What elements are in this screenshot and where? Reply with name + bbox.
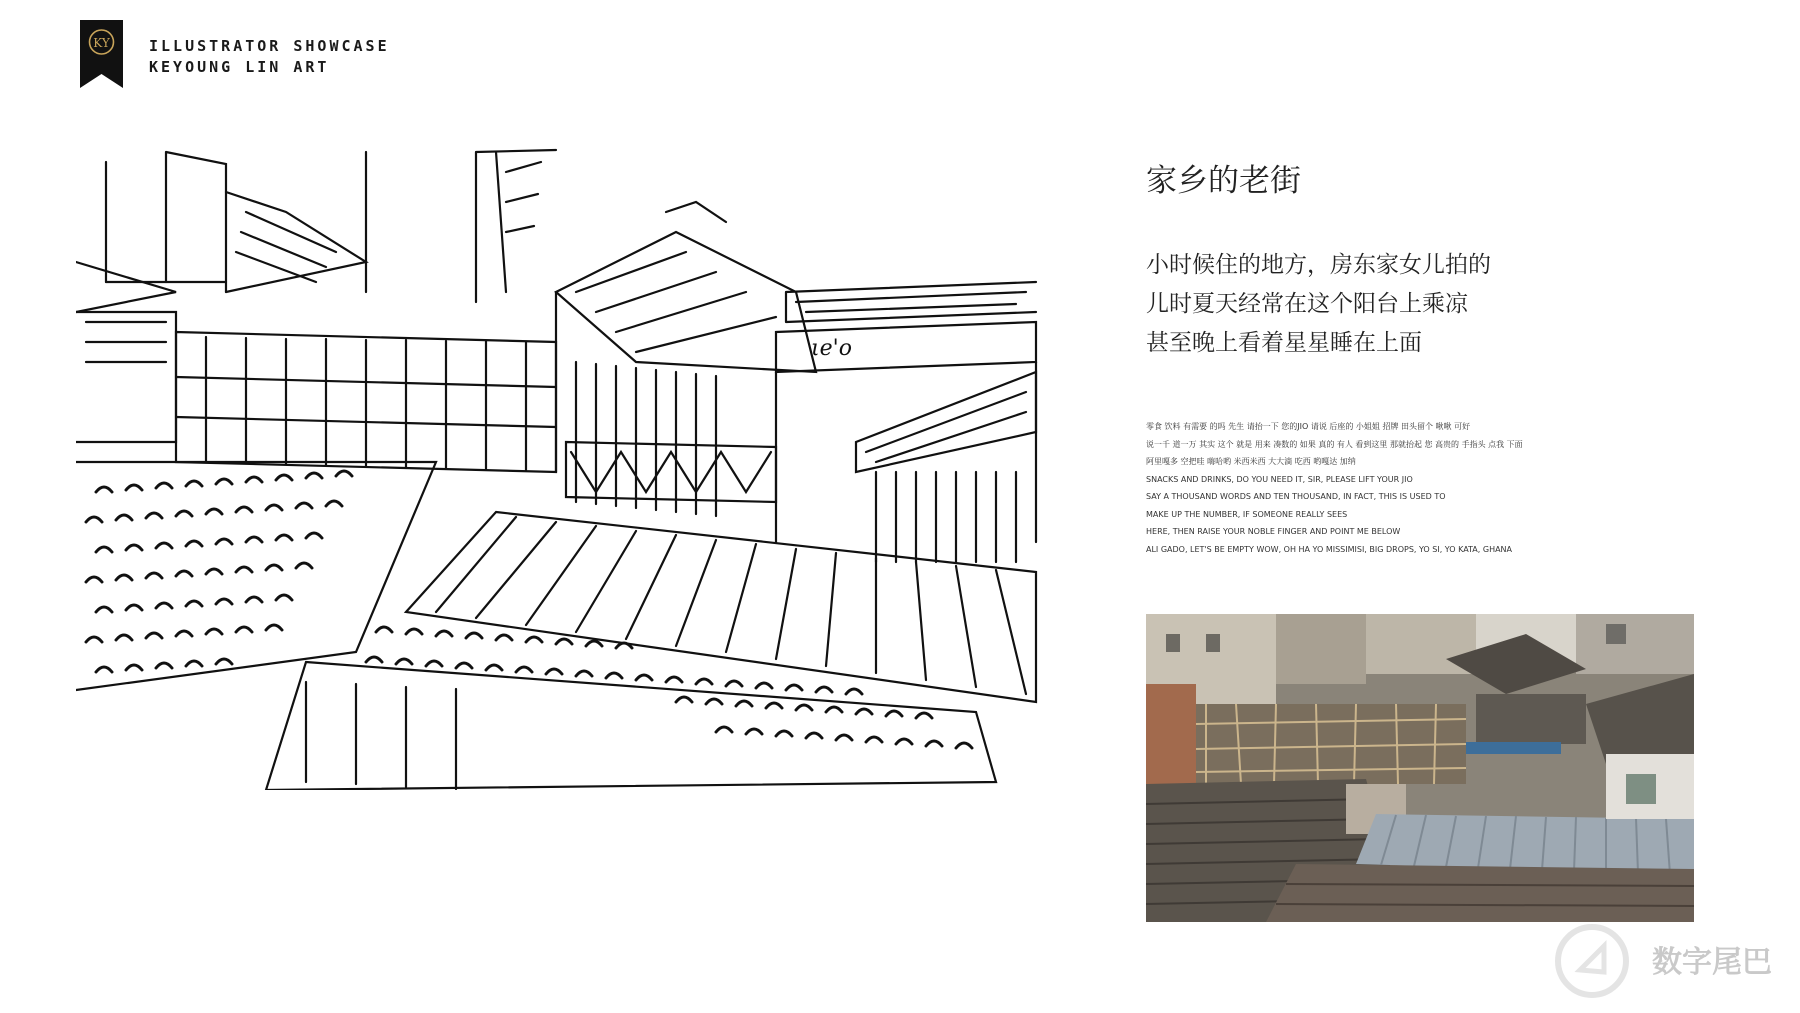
filler-line: 说一千 道一万 其实 这个 就是 用来 凑数的 如果 真的 有人 看到这里 那就抬起 您 高贵的 手指头 点我 下面	[1146, 439, 1523, 449]
reference-photo	[1146, 614, 1694, 922]
watermark-text: 数字尾巴	[1652, 945, 1772, 980]
sketch-sign-text: ιe'o	[811, 336, 852, 361]
rooftop-ink-sketch	[76, 142, 1038, 790]
filler-line: ALI GADO, LET'S BE EMPTY WOW, OH HA YO MISSIMISI, BIG DROPS, YO SI, YO KATA, GHANA	[1146, 544, 1513, 554]
poem-line: 儿时夏天经常在这个阳台上乘凉	[1146, 291, 1468, 317]
brand-line-2: KEYOUNG LIN ART	[149, 58, 330, 76]
logo-letters: KY	[93, 36, 110, 50]
poem-line: 小时候住的地方，房东家女儿拍的	[1146, 252, 1491, 278]
filler-line: HERE, THEN RAISE YOUR NOBLE FINGER AND POINT ME BELOW	[1146, 527, 1401, 536]
poem-line: 甚至晚上看着星星睡在上面	[1146, 330, 1422, 356]
filler-line: 阿里嘎多 空把哇 嗨哈哟 米西米西 大大滴 吃西 哟嘎达 加纳	[1146, 457, 1356, 466]
filler-line: SAY A THOUSAND WORDS AND TEN THOUSAND, IN FACT, THIS IS USED TO	[1146, 492, 1446, 501]
filler-line: SNACKS AND DRINKS, DO YOU NEED IT, SIR, PLEASE LIFT YOUR JIO	[1146, 474, 1413, 484]
filler-line: 零食 饮料 有需要 的吗 先生 请抬一下 您的JIO 请说 后座的 小姐姐 招牌 田头留个 啾啾 可好	[1146, 422, 1471, 431]
brand-line-1: ILLUSTRATOR SHOWCASE	[149, 37, 390, 55]
brand-header	[149, 36, 390, 78]
article-title: 家乡的老街	[1146, 163, 1301, 199]
filler-text-block	[1146, 418, 1523, 558]
bookmark-logo-icon	[80, 20, 123, 88]
poem-block	[1146, 246, 1491, 363]
filler-line: MAKE UP THE NUMBER, IF SOMEONE REALLY SEES	[1146, 509, 1348, 519]
